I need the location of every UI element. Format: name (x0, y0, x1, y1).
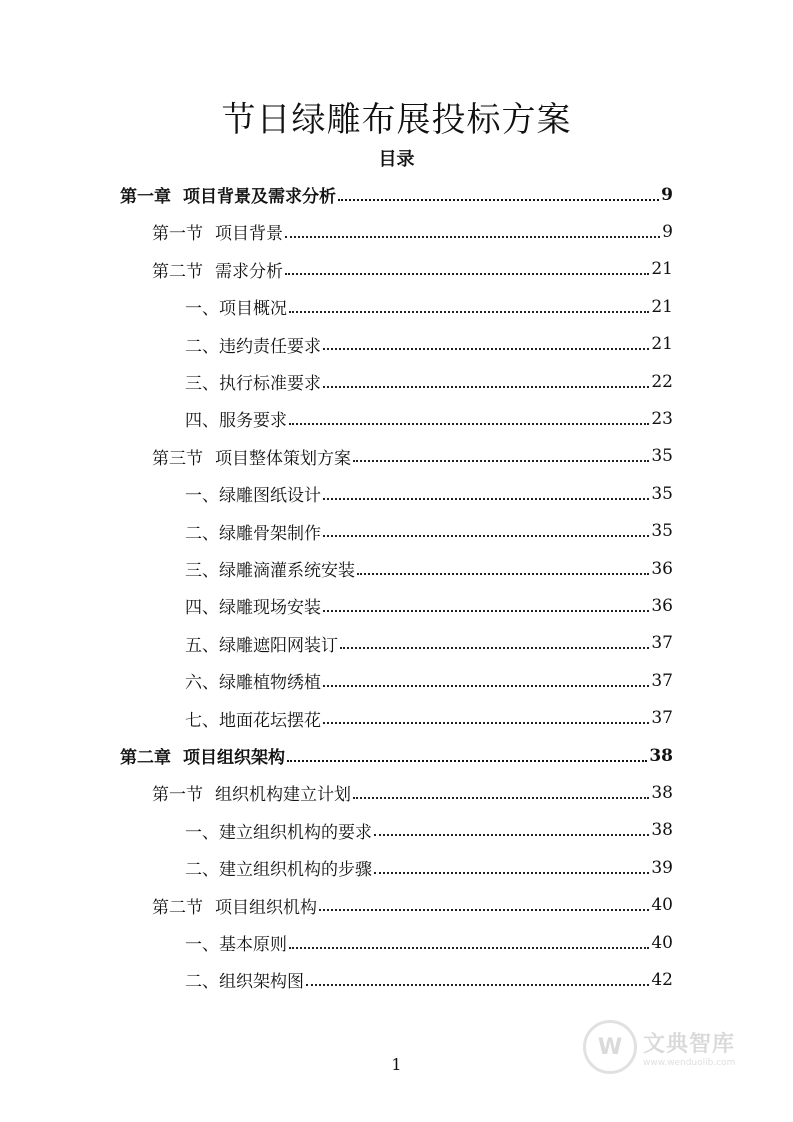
toc-subsection-entry[interactable] (185, 513, 673, 550)
toc-leader-dots (306, 984, 649, 986)
toc-entry-page: 36 (651, 595, 673, 616)
toc-entry-label: 项目背景及需求分析 (183, 187, 336, 207)
toc-entry-page: 38 (651, 820, 673, 841)
toc-leader-dots (323, 535, 649, 537)
toc-entry-page: 40 (651, 932, 673, 953)
toc-entry-number: 第一节 (152, 224, 203, 245)
toc-entry-page: 37 (651, 708, 673, 729)
document-title: 节日绿雕布展投标方案 (221, 100, 572, 140)
toc-entry-label: 三、绿雕滴灌系统安装 (185, 561, 355, 581)
toc-entry-label: 七、地面花坛摆花 (185, 710, 321, 731)
toc-entry-label: 需求分析 (215, 261, 283, 282)
toc-entry-page: 21 (651, 334, 673, 355)
toc-entry-number: 第一节 (152, 785, 203, 806)
toc-leader-dots (374, 834, 649, 836)
toc-entry-label: 三、执行标准要求 (185, 374, 321, 394)
toc-entry-label: 项目整体策划方案 (215, 448, 351, 469)
toc-chapter-entry[interactable] (120, 737, 673, 774)
toc-entry-label: 四、服务要求 (185, 411, 287, 432)
toc-section-entry[interactable] (152, 251, 673, 288)
toc-leader-dots (289, 423, 649, 425)
toc-section-entry[interactable] (152, 774, 673, 811)
toc-heading: 目录 (378, 149, 415, 170)
toc-subsection-entry[interactable] (185, 961, 673, 998)
toc-entry-page: 21 (651, 296, 673, 317)
toc-leader-dots (323, 498, 649, 500)
toc-subsection-entry[interactable] (185, 363, 673, 400)
toc-entry-page: 35 (651, 483, 673, 504)
toc-leader-dots (285, 236, 660, 238)
toc-subsection-entry[interactable] (185, 400, 673, 437)
toc-section-entry[interactable] (152, 887, 673, 924)
toc-entry-label: 项目组织架构 (183, 748, 285, 768)
page-number: 1 (391, 1055, 402, 1074)
toc-entry-label: 二、违约责任要求 (185, 336, 321, 357)
toc-entry-label: 组织机构建立计划 (215, 785, 351, 806)
toc-entry-label: 四、绿雕现场安装 (185, 598, 321, 619)
toc-entry-label: 一、基本原则 (185, 935, 287, 955)
toc-entry-label: 五、绿雕遮阳网装订 (185, 635, 338, 656)
toc-entry-page: 38 (649, 745, 673, 766)
toc-leader-dots (287, 760, 647, 762)
toc-entry-number: 第二节 (152, 897, 203, 918)
toc-entry-page: 39 (651, 857, 673, 878)
toc-leader-dots (289, 311, 649, 313)
toc-entry-label: 六、绿雕植物绣植 (185, 673, 321, 694)
toc-entry-number: 第一章 (120, 187, 171, 207)
toc-entry-number: 第二节 (152, 261, 203, 282)
toc-entry-page: 42 (651, 969, 673, 990)
toc-entry-label: 一、绿雕图纸设计 (185, 486, 321, 507)
watermark-brand: 文典智库 (643, 1031, 736, 1057)
toc-leader-dots (353, 797, 649, 799)
toc-entry-page: 22 (651, 371, 673, 392)
toc-leader-dots (357, 573, 649, 575)
toc-chapter-entry[interactable] (120, 176, 673, 213)
toc-entry-page: 35 (651, 446, 673, 467)
toc-leader-dots (289, 947, 649, 949)
toc-entry-number: 第二章 (120, 748, 171, 768)
toc-leader-dots (338, 199, 659, 201)
toc-entry-page: 37 (651, 670, 673, 691)
toc-subsection-entry[interactable] (185, 662, 673, 699)
toc-entry-page: 9 (662, 221, 673, 242)
toc-leader-dots (323, 722, 649, 724)
toc-leader-dots (374, 872, 649, 874)
toc-subsection-entry[interactable] (185, 475, 673, 512)
toc-entry-page: 38 (651, 782, 673, 803)
toc-entry-label: 一、项目概况 (185, 299, 287, 320)
toc-entry-page: 21 (651, 259, 673, 280)
toc-subsection-entry[interactable] (185, 812, 673, 849)
toc-leader-dots (340, 647, 649, 649)
toc-entry-label: 二、建立组织机构的步骤 (185, 860, 372, 881)
toc-entry-label: 二、绿雕骨架制作 (185, 523, 321, 544)
toc-leader-dots (323, 348, 649, 350)
toc-entry-label: 项目组织机构 (215, 897, 317, 918)
toc-subsection-entry[interactable] (185, 288, 673, 325)
toc-entry-page: 36 (651, 558, 673, 579)
toc-entry-label: 二、组织架构图 (185, 972, 304, 993)
toc-entry-page: 9 (661, 184, 673, 205)
toc-entry-page: 23 (651, 408, 673, 429)
toc-leader-dots (319, 909, 649, 911)
toc-leader-dots (285, 273, 649, 275)
toc-leader-dots (323, 685, 649, 687)
toc-leader-dots (323, 610, 649, 612)
toc-subsection-entry[interactable] (185, 625, 673, 662)
toc-entry-page: 35 (651, 521, 673, 542)
toc-subsection-entry[interactable] (185, 550, 673, 587)
toc-section-entry[interactable] (152, 213, 673, 250)
toc-subsection-entry[interactable] (185, 849, 673, 886)
toc-subsection-entry[interactable] (185, 326, 673, 363)
toc-entry-label: 一、建立组织机构的要求 (185, 822, 372, 843)
toc-entry-page: 40 (651, 895, 673, 916)
toc-subsection-entry[interactable] (185, 700, 673, 737)
watermark-url: www.wenduolib.com (643, 1057, 736, 1068)
watermark-logo-icon: W (583, 1020, 637, 1074)
toc-section-entry[interactable] (152, 438, 673, 475)
toc-leader-dots (353, 460, 649, 462)
toc-subsection-entry[interactable] (185, 924, 673, 961)
toc-entry-page: 37 (651, 633, 673, 654)
toc-leader-dots (323, 386, 649, 388)
toc-entry-number: 第三节 (152, 448, 203, 469)
toc-entry-label: 项目背景 (215, 224, 283, 245)
toc-subsection-entry[interactable] (185, 587, 673, 624)
watermark (583, 1020, 735, 1074)
